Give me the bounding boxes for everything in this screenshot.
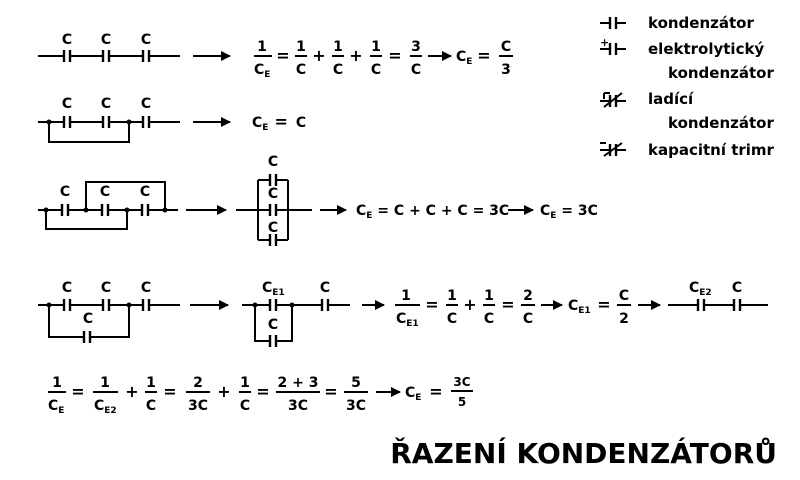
row4-equation [395,288,660,329]
legend-tuning-label-1: ladící [648,90,694,108]
cap-label: C [140,280,152,296]
plus-sign: + [463,295,477,314]
cap-label: C [61,280,73,296]
denominator: 3C [187,398,209,414]
numerator: 1 [296,39,306,55]
cap-label: C [82,311,94,327]
denominator: C [332,62,344,78]
denominator: C [410,62,422,78]
cap-label: C [99,184,111,200]
numerator: 3 [411,39,421,55]
equals-sign: = [256,382,270,401]
denominator: 5 [457,395,467,409]
cap-label: C [267,154,279,170]
numerator: C [618,288,630,304]
cap-label: C [267,186,279,202]
row3-parallel-circuit [236,154,312,246]
denominator: C [295,62,307,78]
row1-series-circuit [38,32,180,62]
row2-equation: $C_E = C$ [252,112,307,133]
denominator: $C_E$ [254,62,271,80]
equals-sign: = [71,382,85,401]
tuning-capacitor-symbol-icon [600,93,626,107]
numerator: 1 [401,288,411,304]
legend-electrolytic-label-1: elektrolytický [648,40,765,58]
plus-sign: + [125,382,139,401]
legend-electrolytic-label-2: kondenzátor [668,64,774,82]
cap-label: C [139,184,151,200]
numerator: 2 + 3 [277,375,319,391]
cap-label: C [61,32,73,48]
cap-label: C [267,317,279,333]
ce1-symbol: $C_{E1}$ [568,298,591,316]
ce2-label: $C_{E2}$ [689,280,712,298]
cap-label: C [59,184,71,200]
row1-equation [254,39,513,80]
cap-label: C [100,32,112,48]
plus-sign: + [349,46,363,65]
numerator: 1 [240,375,250,391]
numerator: 1 [100,375,110,391]
plus-sign: + [600,36,610,49]
denominator: C [145,398,157,414]
numerator: 1 [52,375,62,391]
row5-equation [48,375,473,416]
row3-bridged-circuit [38,182,178,229]
legend [600,14,775,159]
cap-label: C [61,96,73,112]
equals-sign: = [425,295,439,314]
equals-sign: = [501,295,515,314]
row3-result: $C_E = 3C$ [540,203,598,221]
cap-label: C [100,280,112,296]
numerator: 1 [257,39,267,55]
numerator: C [500,39,512,55]
denominator: $C_{E1}$ [396,311,419,329]
legend-capacitor-label: kondenzátor [648,14,754,32]
denominator: C [370,62,382,78]
cap-label: C [140,96,152,112]
ce-symbol: $C_E$ [456,49,473,67]
plus-sign: + [312,46,326,65]
denominator: 3C [345,398,367,414]
numerator: 3C [453,375,471,389]
plus-sign: + [217,382,231,401]
equals-sign: = [597,295,611,314]
numerator: 5 [351,375,361,391]
cap-label: C [140,32,152,48]
numerator: 2 [523,288,533,304]
page-title: ŘAZENÍ KONDENZÁTORŮ [390,437,777,470]
numerator: 1 [447,288,457,304]
ce-symbol: $C_E$ [405,385,422,403]
equals-sign: = [163,382,177,401]
denominator: $C_E$ [48,398,65,416]
cap-label: C [731,280,743,296]
denominator: C [483,311,495,327]
equals-sign: = [324,382,338,401]
equals-sign: = [388,46,402,65]
capacitor-symbol-icon [600,17,626,29]
numerator: 2 [193,375,203,391]
trimmer-capacitor-symbol-icon [600,143,626,156]
equals-sign: = [477,46,491,65]
denominator: $C_{E2}$ [94,398,117,416]
row4-circuit [38,280,180,343]
denominator: 2 [619,311,629,327]
denominator: 3 [501,62,511,78]
numerator: 1 [484,288,494,304]
cap-label: C [100,96,112,112]
cap-label: C [319,280,331,296]
denominator: 3C [287,398,309,414]
numerator: 1 [146,375,156,391]
row4-simplified-circuit [242,280,350,347]
denominator: C [522,311,534,327]
legend-tuning-label-2: kondenzátor [668,114,774,132]
cap-label: C [267,220,279,236]
ce1-label: $C_{E1}$ [262,280,285,298]
denominator: C [239,398,251,414]
legend-trimmer-label: kapacitní trimr [648,141,774,159]
numerator: 1 [333,39,343,55]
row4-final-circuit [668,280,768,311]
row2-shorted-circuit [38,96,180,142]
equals-sign: = [429,382,443,401]
numerator: 1 [371,39,381,55]
equals-sign: = [276,46,290,65]
electrolytic-capacitor-symbol-icon [600,36,626,55]
denominator: C [446,311,458,327]
row3-equation: $C_E = C + C + C = 3C$ [356,203,510,221]
